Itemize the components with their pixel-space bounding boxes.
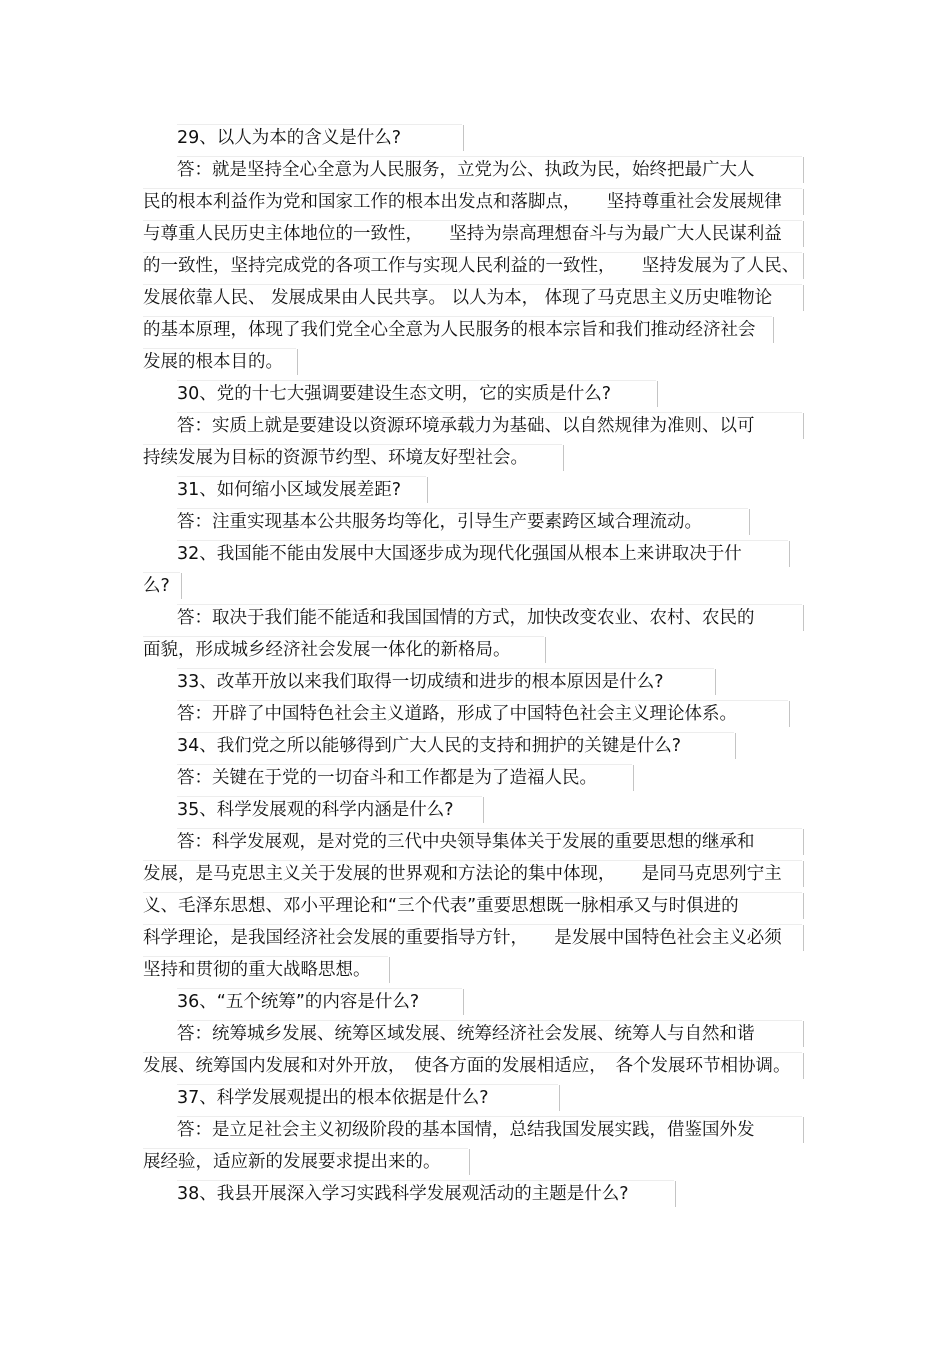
- answer-37-line-1: 答：是立足社会主义初级阶段的基本国情，总结我国发展实践，借鉴国外发: [177, 1114, 802, 1146]
- answer-32-line-1: 答：取决于我们能不能适和我国国情的方式，加快改变农业、农村、农民的: [177, 602, 802, 634]
- answer-36-line-1: 答：统筹城乡发展、统筹区域发展、统筹经济社会发展、统筹人与自然和谐: [177, 1018, 802, 1050]
- question-30: 30、党的十七大强调要建设生态文明，它的实质是什么?: [177, 378, 656, 410]
- question-36: 36、“五个统筹”的内容是什么?: [177, 986, 462, 1018]
- answer-35-line-1: 答：科学发展观，是对党的三代中央领导集体关于发展的重要思想的继承和: [177, 826, 802, 858]
- question-33: 33、改革开放以来我们取得一切成绩和进步的根本原因是什么?: [177, 666, 714, 698]
- answer-35-line-4: 科学理论，是我国经济社会发展的重要指导方针， 是发展中国特色社会主义必须: [143, 922, 802, 954]
- answer-36-line-2: 发展、统筹国内发展和对外开放， 使各方面的发展相适应， 各个发展环节相协调。: [143, 1050, 802, 1082]
- answer-29-line-1: 答：就是坚持全心全意为人民服务，立党为公、执政为民，始终把最广大人: [177, 154, 802, 186]
- question-32-line-1: 32、我国能不能由发展中大国逐步成为现代化强国从根本上来讲取决于什: [177, 538, 788, 570]
- answer-29-line-3: 与尊重人民历史主体地位的一致性， 坚持为崇高理想奋斗与为最广大人民谋利益: [143, 218, 802, 250]
- answer-30-line-1: 答：实质上就是要建设以资源环境承载力为基础、以自然规律为准则、以可: [177, 410, 802, 442]
- question-35: 35、科学发展观的科学内涵是什么?: [177, 794, 482, 826]
- question-37: 37、科学发展观提出的根本依据是什么?: [177, 1082, 558, 1114]
- answer-34: 答：关键在于党的一切奋斗和工作都是为了造福人民。: [177, 762, 632, 794]
- answer-33: 答：开辟了中国特色社会主义道路，形成了中国特色社会主义理论体系。: [177, 698, 788, 730]
- answer-32-line-2: 面貌，形成城乡经济社会发展一体化的新格局。: [143, 634, 544, 666]
- answer-29-line-2: 民的根本利益作为党和国家工作的根本出发点和落脚点， 坚持尊重社会发展规律: [143, 186, 802, 218]
- question-31: 31、如何缩小区域发展差距?: [177, 474, 426, 506]
- answer-35-line-5: 坚持和贯彻的重大战略思想。: [143, 954, 388, 986]
- question-32-line-2: 么?: [143, 570, 180, 602]
- question-34: 34、我们党之所以能够得到广大人民的支持和拥护的关键是什么?: [177, 730, 734, 762]
- answer-31: 答：注重实现基本公共服务均等化，引导生产要素跨区域合理流动。: [177, 506, 748, 538]
- answer-29-line-7: 发展的根本目的。: [143, 346, 296, 378]
- answer-35-line-3: 义、毛泽东思想、邓小平理论和“三个代表”重要思想既一脉相承又与时俱进的: [143, 890, 802, 922]
- answer-29-line-6: 的基本原理，体现了我们党全心全意为人民服务的根本宗旨和我们推动经济社会: [143, 314, 772, 346]
- question-38: 38、我县开展深入学习实践科学发展观活动的主题是什么?: [177, 1178, 674, 1210]
- answer-29-line-5: 发展依靠人民、 发展成果由人民共享。 以人为本， 体现了马克思主义历史唯物论: [143, 282, 802, 314]
- answer-29-line-4: 的一致性，坚持完成党的各项工作与实现人民利益的一致性， 坚持发展为了人民、: [143, 250, 802, 282]
- answer-30-line-2: 持续发展为目标的资源节约型、环境友好型社会。: [143, 442, 562, 474]
- question-29: 29、以人为本的含义是什么?: [177, 122, 462, 154]
- answer-35-line-2: 发展，是马克思主义关于发展的世界观和方法论的集中体现， 是同马克思列宁主: [143, 858, 802, 890]
- answer-37-line-2: 展经验，适应新的发展要求提出来的。: [143, 1146, 468, 1178]
